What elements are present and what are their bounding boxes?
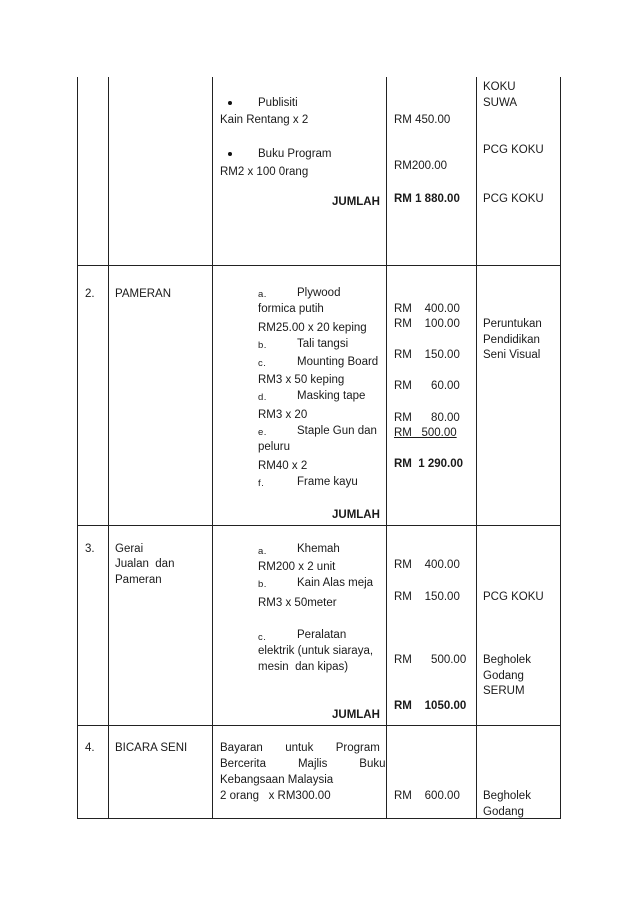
item-text: formica putih xyxy=(258,303,324,315)
item-detail: RM40 x 2 xyxy=(258,460,308,472)
item-amount: RM 100.00 xyxy=(394,318,460,330)
item-letter: a. xyxy=(258,289,267,300)
row-separator-2 xyxy=(77,525,561,526)
item-detail: RM25.00 x 20 keping xyxy=(258,322,367,334)
source-text: SUWA xyxy=(483,97,518,109)
item-text: Kebangsaan Malaysia xyxy=(220,774,334,786)
source-text: PCG KOKU xyxy=(483,193,544,205)
item-amount: RM 400.00 xyxy=(394,559,460,571)
row-number: 3. xyxy=(85,543,95,555)
item-text: elektrik (untuk siaraya, xyxy=(258,645,374,657)
item-text: Staple Gun dan xyxy=(297,425,377,437)
item-text: peluru xyxy=(258,441,290,453)
item-text: Frame kayu xyxy=(297,476,358,488)
table-divider-col2 xyxy=(212,77,213,818)
program-name: Pameran xyxy=(115,574,162,586)
item-amount: RM 450.00 xyxy=(394,114,451,126)
item-detail: RM3 x 50 keping xyxy=(258,374,345,386)
item-detail: 2 orang x RM300.00 xyxy=(220,790,331,802)
item-detail: RM3 x 50meter xyxy=(258,597,337,609)
item-amount: RM200.00 xyxy=(394,160,448,172)
source-text: Godang xyxy=(483,806,524,818)
item-text: Peralatan xyxy=(297,629,347,641)
table-divider-col1 xyxy=(108,77,109,818)
source-text: KOKU xyxy=(483,81,516,93)
source-text: Begholek xyxy=(483,790,531,802)
program-name: Jualan dan xyxy=(115,558,175,570)
item-detail: RM2 x 100 0rang xyxy=(220,166,309,178)
item-letter: c. xyxy=(258,358,267,369)
item-amount: RM 80.00 xyxy=(394,412,460,424)
item-text: Plywood xyxy=(297,287,341,299)
row-separator-3 xyxy=(77,725,561,726)
item-amount: RM 500.00 xyxy=(394,427,457,439)
source-text: PCG KOKU xyxy=(483,144,544,156)
item-amount: RM 400.00 xyxy=(394,303,460,315)
item-amount: RM 150.00 xyxy=(394,591,460,603)
item-amount: RM 60.00 xyxy=(394,380,460,392)
item-text: Bercerita Majlis Buku xyxy=(220,758,386,770)
item-name: Buku Program xyxy=(258,148,332,160)
item-letter: b. xyxy=(258,579,267,590)
row-number: 2. xyxy=(85,288,95,300)
source-text: Seni Visual xyxy=(483,349,541,361)
item-text: Mounting Board xyxy=(297,356,379,368)
item-letter: d. xyxy=(258,392,267,403)
item-letter: b. xyxy=(258,340,267,351)
row-number: 4. xyxy=(85,742,95,754)
item-detail: Kain Rentang x 2 xyxy=(220,114,309,126)
item-amount: RM 600.00 xyxy=(394,790,460,802)
item-amount: RM 150.00 xyxy=(394,349,460,361)
source-text: Peruntukan xyxy=(483,318,542,330)
item-text: mesin dan kipas) xyxy=(258,661,349,673)
table-divider-col4 xyxy=(476,77,477,818)
source-text: Begholek xyxy=(483,654,531,666)
item-text: Tali tangsi xyxy=(297,338,349,350)
source-text: PCG KOKU xyxy=(483,591,544,603)
source-text: SERUM xyxy=(483,685,525,697)
total-label: JUMLAH xyxy=(332,509,380,521)
item-detail: RM3 x 20 xyxy=(258,409,308,421)
total-label: JUMLAH xyxy=(332,196,380,208)
total-amount: RM 1 880.00 xyxy=(394,193,460,205)
total-amount: RM 1 290.00 xyxy=(394,458,464,470)
source-text: Pendidikan xyxy=(483,334,540,346)
item-letter: f. xyxy=(258,478,265,489)
item-text: Kain Alas meja xyxy=(297,577,374,589)
table-border-left xyxy=(77,77,78,818)
bullet-icon xyxy=(228,152,232,156)
table-divider-col3 xyxy=(386,77,387,818)
bullet-icon xyxy=(228,101,232,105)
item-letter: a. xyxy=(258,546,267,557)
item-letter: e. xyxy=(258,427,267,438)
item-text: Masking tape xyxy=(297,390,366,402)
source-text: Godang xyxy=(483,670,524,682)
item-detail: RM200 x 2 unit xyxy=(258,561,336,573)
program-name: PAMERAN xyxy=(115,288,172,300)
row-separator-1 xyxy=(77,265,561,266)
table-border-right xyxy=(560,77,561,818)
total-amount: RM 1050.00 xyxy=(394,700,467,712)
program-name: BICARA SENI xyxy=(115,742,188,754)
item-name: Publisiti xyxy=(258,97,298,109)
total-label: JUMLAH xyxy=(332,709,380,721)
item-letter: c. xyxy=(258,632,267,643)
program-name: Gerai xyxy=(115,543,144,555)
item-text: Khemah xyxy=(297,543,340,555)
item-amount: RM 500.00 xyxy=(394,654,467,666)
item-text: Bayaran untuk Program xyxy=(220,742,380,754)
